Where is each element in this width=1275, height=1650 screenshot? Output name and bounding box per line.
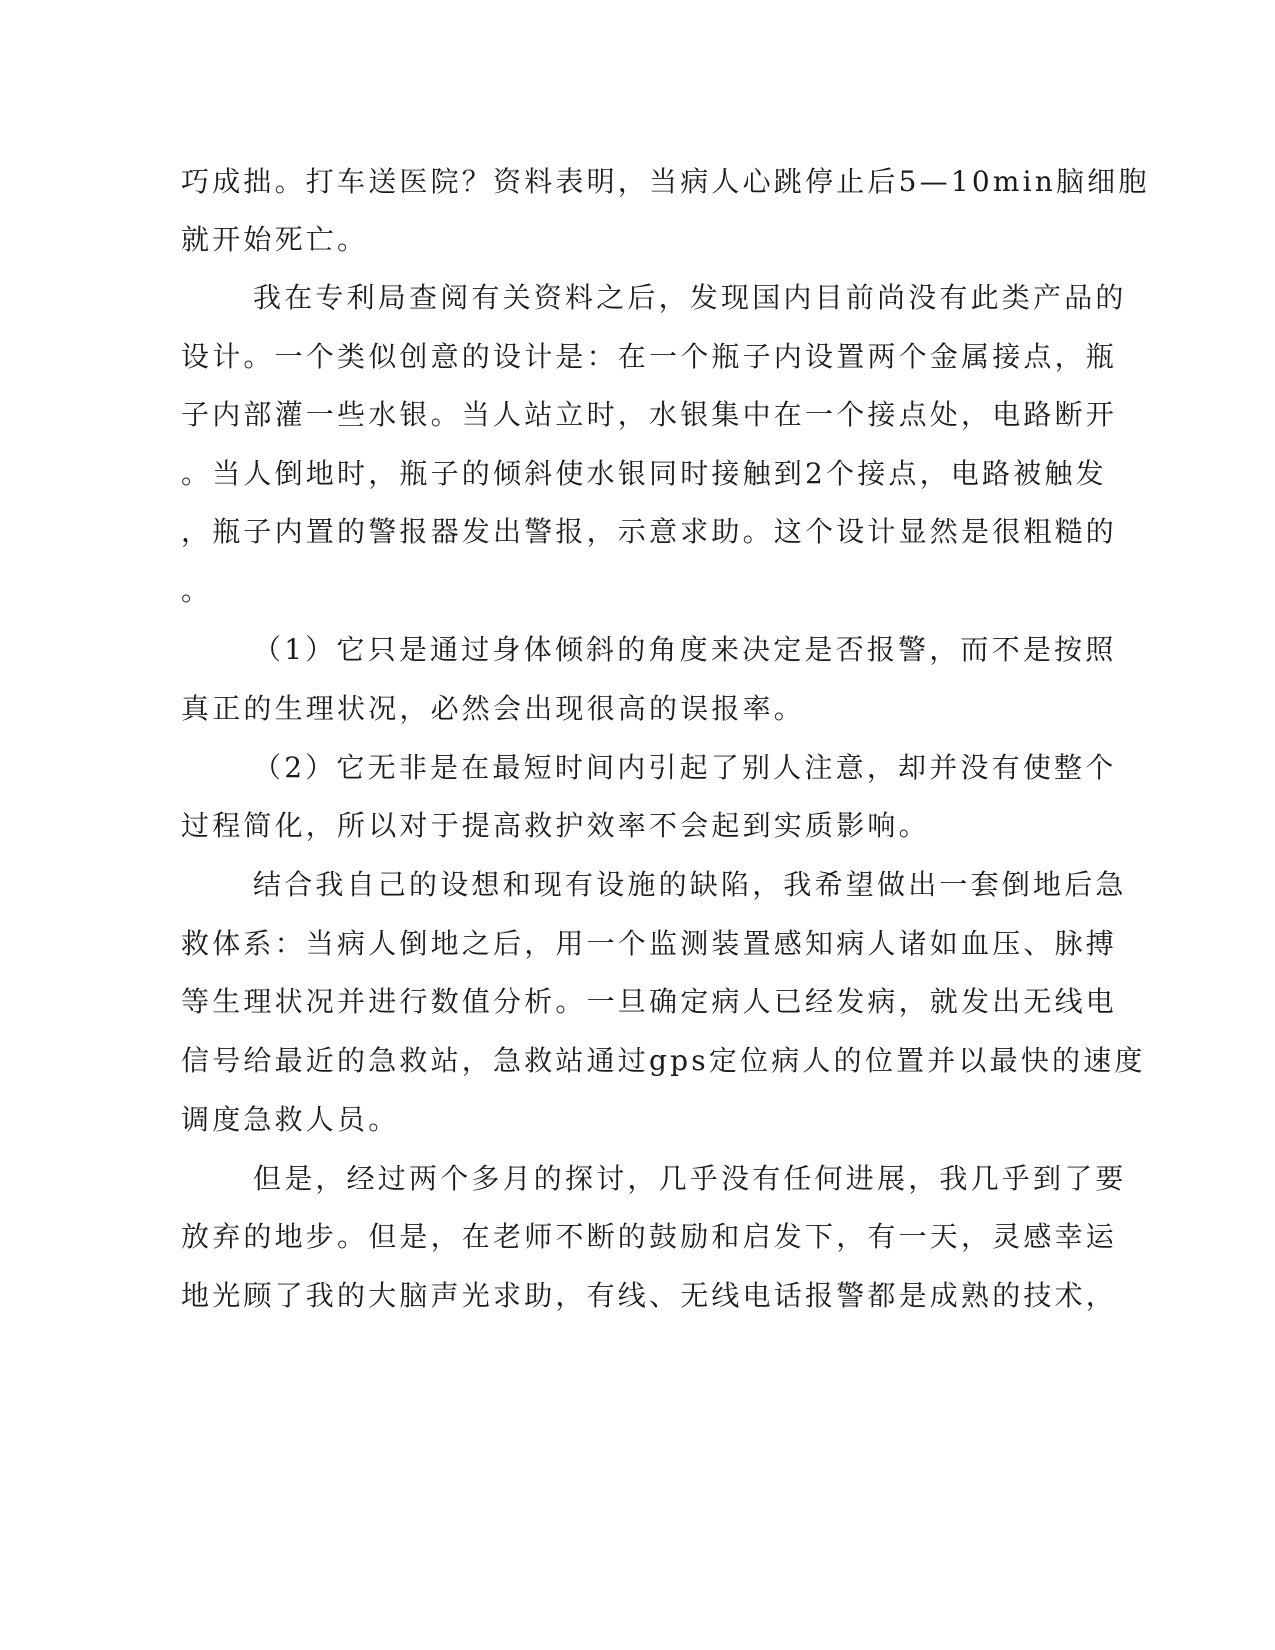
text-line: （1）它只是通过身体倾斜的角度来决定是否报警，而不是按照: [253, 633, 1117, 666]
text-line: 子内部灌一些水银。当人站立时，水银集中在一个接点处，电路断开: [181, 398, 1118, 431]
text-line: 放弃的地步。但是，在老师不断的鼓励和启发下，有一天，灵感幸运: [181, 1220, 1118, 1253]
text-line: 地光顾了我的大脑声光求助，有线、无线电话报警都是成熟的技术，: [181, 1279, 1118, 1312]
text-line: 。: [181, 574, 213, 607]
text-line: 真正的生理状况，必然会出现很高的误报率。: [181, 692, 806, 725]
text-line: 等生理状况并进行数值分析。一旦确定病人已经发病，就发出无线电: [181, 985, 1118, 1018]
text-line: 。当人倒地时，瓶子的倾斜使水银同时接触到2个接点，电路被触发: [181, 457, 1107, 490]
text-line: 设计。一个类似创意的设计是：在一个瓶子内设置两个金属接点，瓶: [181, 340, 1118, 373]
text-line: 结合我自己的设想和现有设施的缺陷，我希望做出一套倒地后急: [253, 868, 1127, 901]
text-line: 调度急救人员。: [181, 1103, 400, 1136]
text-line: ，瓶子内置的警报器发出警报，示意求助。这个设计显然是很粗糙的: [181, 515, 1118, 548]
text-line: 但是，经过两个多月的探讨，几乎没有任何进展，我几乎到了要: [253, 1162, 1127, 1195]
text-line: 就开始死亡。: [181, 223, 369, 256]
text-line: （2）它无非是在最短时间内引起了别人注意，却并没有使整个: [253, 751, 1117, 784]
text-line: 我在专利局查阅有关资料之后，发现国内目前尚没有此类产品的: [253, 281, 1127, 314]
text-line: 救体系：当病人倒地之后，用一个监测装置感知病人诸如血压、脉搏: [181, 927, 1118, 960]
text-line: 巧成拙。打车送医院？资料表明，当病人心跳停止后5—10min脑细胞: [181, 165, 1150, 198]
text-line: 信号给最近的急救站，急救站通过gps定位病人的位置并以最快的速度: [181, 1044, 1146, 1077]
text-line: 过程简化，所以对于提高救护效率不会起到实质影响。: [181, 809, 930, 842]
